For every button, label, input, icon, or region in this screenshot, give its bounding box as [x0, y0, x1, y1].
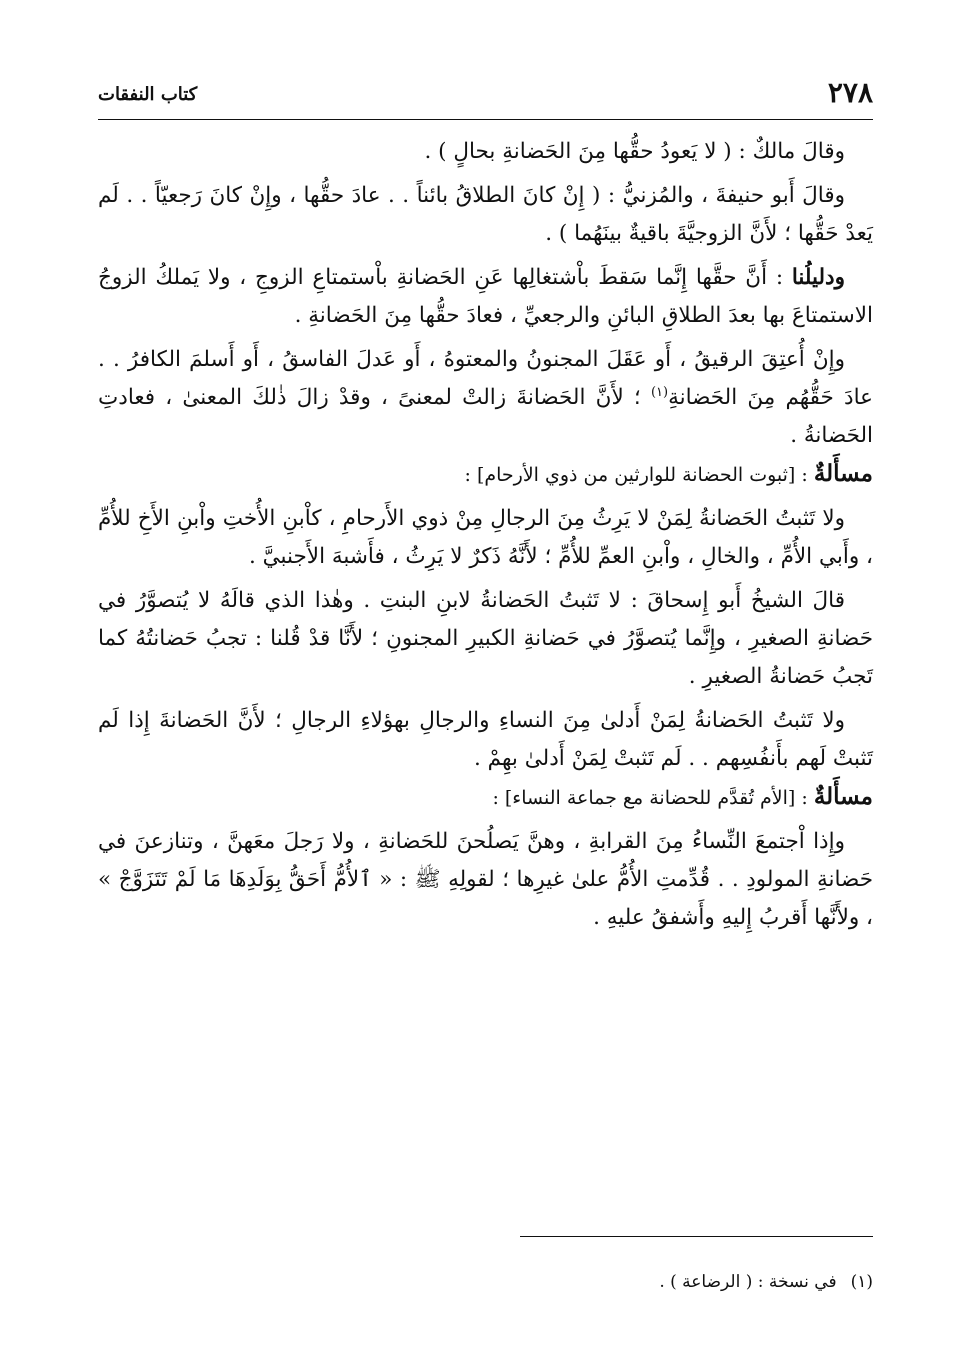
section-heading-1 [98, 455, 873, 494]
paragraph-mother-priority: وإِذا اْجتمعَ النِّساءُ مِنَ القرابةِ ، وهنَّ يَصلُحنَ للحَضانةِ ، ولا رَجلَ معَهنَّ ، وتنازعنَ في حَضانةِ المولودِ . . قُدِّمتِ الأُمُّ علىٰ غيرِها ؛ لقولِهِ ﷺ : « ٱلأُمُّ أَحَقُّ بِوَلَدِهَا مَا لَمْ تَتَزَوَّجْ » ، ولأَنَّها أَقربُ إِليهِ وأَشفقُ عليهِ . [98, 829, 873, 930]
footnote-text: في نسخة : ( الرضاعة ) . [659, 1272, 837, 1292]
evidence-lead: ودليلُنا [791, 265, 845, 290]
running-header [98, 76, 873, 112]
section-word: مسأَلةٌ [813, 783, 873, 810]
main-text [98, 133, 873, 937]
paragraph-related-through: ولا تَثبتُ الحَضانةُ لِمَنْ أَدلىٰ مِنَ النساءِ والرجالِ بهؤلاءِ الرجالِ ؛ لأَنَّ الحَضانةَ إِذا لَم تَثبتْ لَهم بأَنفُسِهم . . لَم تَثبتْ لِمَنْ أَدلىٰ بهِمْ . [98, 708, 873, 771]
paragraph-restoration [98, 341, 873, 455]
paragraph-abu-ishaq: قالَ الشيخُ أَبو إِسحاقَ : لا تَثبتُ الحَضانةُ لابنِ البنتِ . وهٰذا الذي قالَهُ لا يُتصوَّرُ في حَضانةِ الصغيرِ ، وإِنَّما يُتصوَّرُ في حَضانةِ الكبيرِ المجنونِ ؛ لأَنَّا قدْ قُلنا : تجبُ حَضانتُهُ كما تَجبُ حَضانةُ الصغيرِ . [98, 588, 873, 689]
footnote-divider [520, 1236, 873, 1237]
header-divider [98, 119, 873, 120]
restoration-text-2: ؛ لأَنَّ الحَضانةَ زالتْ لمعنىً ، وقدْ زالَ ذٰلكَ المعنىٰ ، فعادتِ الحَضانةُ . [98, 385, 873, 448]
paragraph-malik: وقالَ مالكٌ : ( لا يَعودُ حقُّها مِنَ الحَضانةِ بحالٍ ) . [424, 139, 845, 164]
footnote-marker: (١) [850, 1272, 873, 1292]
evidence-text: : أَنَّ حقَّها إِنَّما سَقطَ باْشتغالِها عَنِ الحَضانةِ باْستمتاعِ الزوجِ ، ولا يَملكُ الزوجُ الاستمتاعَ بها بعدَ الطلاقِ البائنِ والرجعيِّ ، فعادَ حقُّها مِنَ الحَضانةِ . [98, 265, 873, 328]
footnote-reference: (١) [650, 384, 669, 400]
page-number: ٢٧٨ [827, 76, 873, 109]
restoration-text-1: وإِنْ أُعتِقَ الرقيقُ ، أَو عَقَلَ المجنونُ والمعتوهُ ، أَو عَدلَ الفاسقُ ، أَو أَسلمَ الكافرُ . . عادَ حَقُّهُم مِنَ الحَضانةِ [98, 347, 873, 410]
paragraph-non-heirs: ولا تَثبتُ الحَضانةُ لِمَنْ لا يَرِثُ مِنَ الرجالِ مِنْ ذوي الأَرحامِ ، كاْبنِ الأُختِ واْبنِ الأَخِ للأُمِّ ، وأَبي الأُمِّ ، والخالِ ، واْبنِ العمِّ للأُمِّ ؛ لأَنَّهُ ذَكرٌ لا يَرِثُ ، فأَشبهَ الأَجنبيَّ . [98, 506, 873, 569]
section-title: : [الأم تُقدَّم للحضانة مع جماعة النساء] : [492, 787, 814, 809]
section-heading-2 [98, 778, 873, 817]
book-title: كتاب النفقات [98, 84, 198, 105]
section-word: مسأَلةٌ [813, 460, 873, 487]
paragraph-abu-hanifa: وقالَ أَبو حنيفةَ ، والمُزنيُّ : ( إِنْ كانَ الطلاقُ بائناً . . عادَ حقُّها ، وإِنْ كانَ رَجعيّاً . . لَم يَعدْ حَقُّها ؛ لأَنَّ الزوجيَّةَ باقيةٌ بينَهُما ) . [98, 183, 873, 246]
footnote [659, 1268, 873, 1296]
section-title: : [ثبوت الحضانة للوارثين من ذوي الأرحام] : [464, 464, 814, 486]
paragraph-evidence [98, 259, 873, 335]
